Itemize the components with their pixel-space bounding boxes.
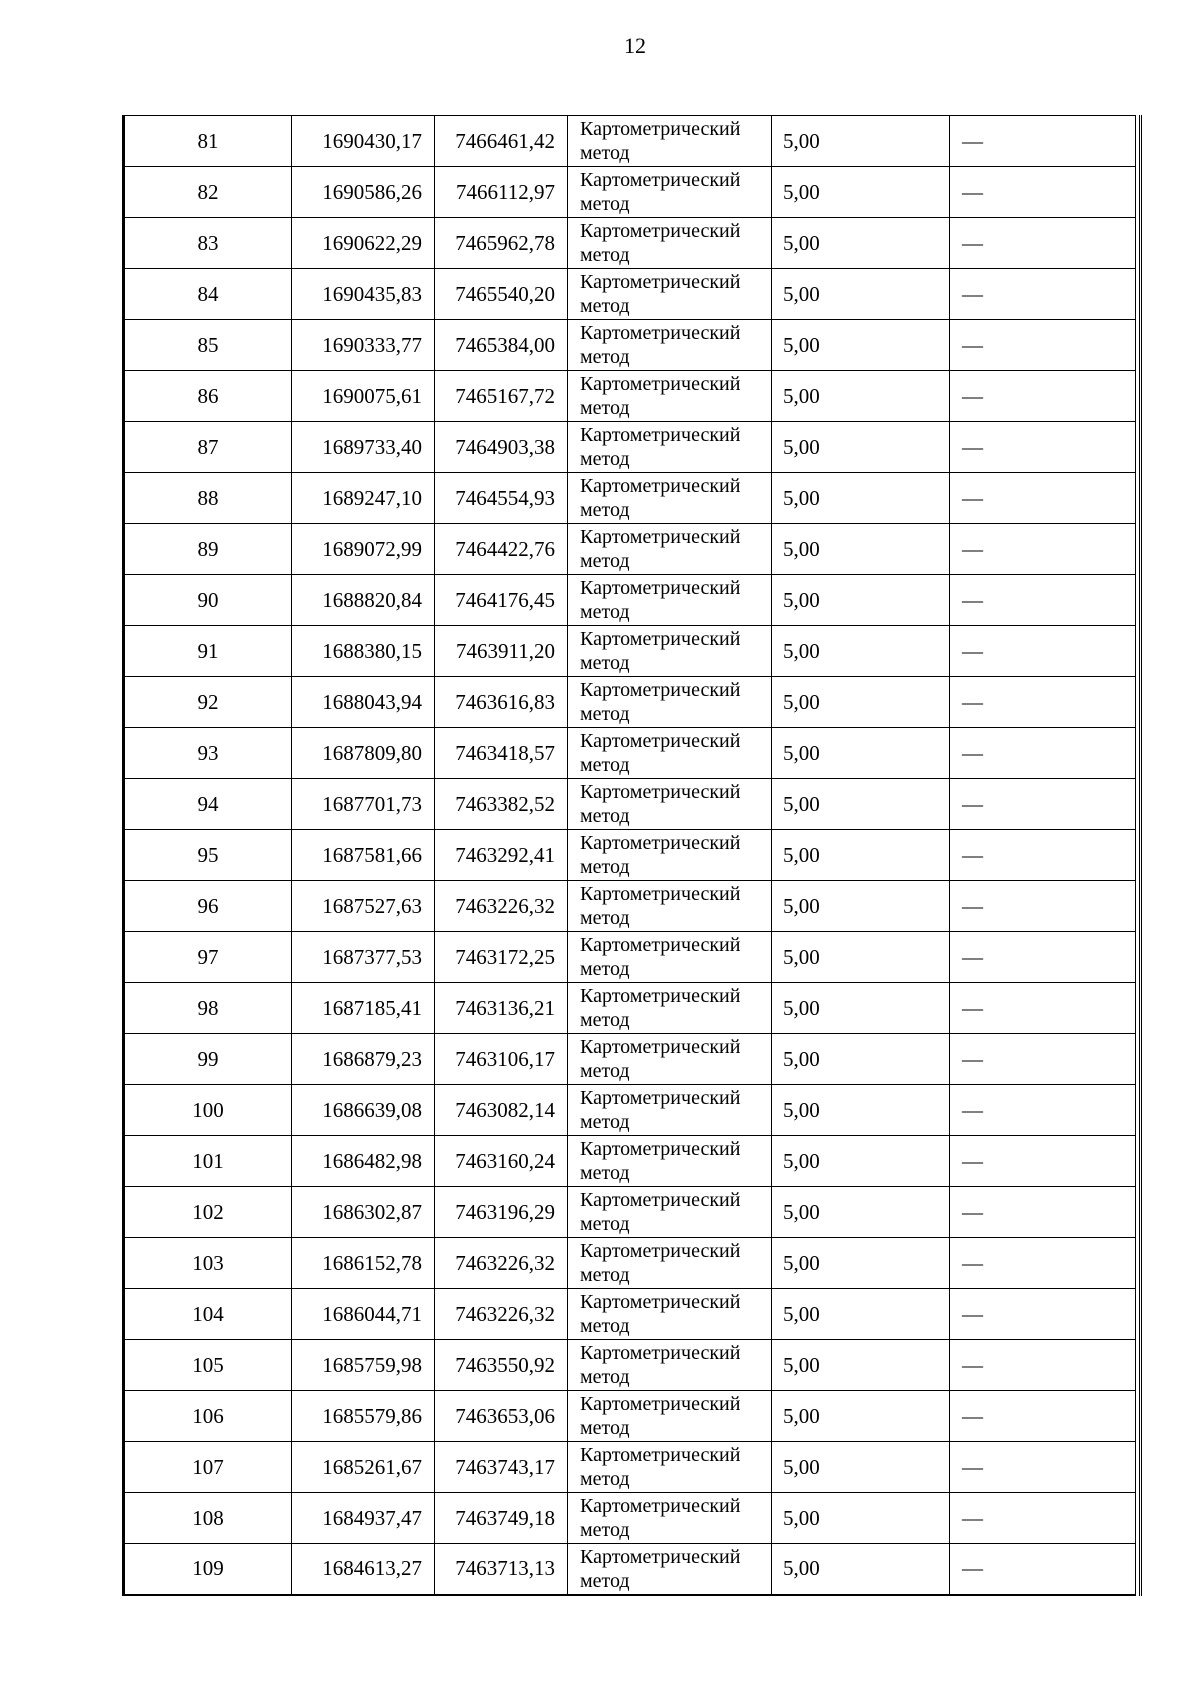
accuracy-cell: 5,00 (772, 779, 950, 830)
description-cell: — (950, 1493, 1136, 1544)
method-line-1: Картометрический (580, 1138, 741, 1160)
point-number-cell: 90 (125, 575, 292, 626)
method-line-1: Картометрический (580, 730, 741, 752)
description-cell: — (950, 1544, 1136, 1595)
description-cell: — (950, 779, 1136, 830)
method-line-1: Картометрический (580, 1189, 741, 1211)
description-cell: — (950, 320, 1136, 371)
method-line-1: Картометрический (580, 985, 741, 1007)
method-cell (568, 422, 772, 473)
x-coordinate-cell: 1690622,29 (292, 218, 435, 269)
accuracy-cell: 5,00 (772, 830, 950, 881)
point-number-cell: 88 (125, 473, 292, 524)
method-line-1: Картометрический (580, 322, 741, 344)
description-cell: — (950, 422, 1136, 473)
accuracy-cell: 5,00 (772, 320, 950, 371)
method-line-1: Картометрический (580, 1393, 741, 1415)
method-cell (568, 881, 772, 932)
accuracy-cell: 5,00 (772, 116, 950, 167)
method-cell (568, 983, 772, 1034)
method-cell (568, 830, 772, 881)
description-cell: — (950, 677, 1136, 728)
description-cell: — (950, 1340, 1136, 1391)
method-line-2: метод (580, 193, 630, 215)
accuracy-cell: 5,00 (772, 167, 950, 218)
method-line-1: Картометрический (580, 1545, 741, 1568)
x-coordinate-cell: 1687377,53 (292, 932, 435, 983)
method-line-1: Картометрический (580, 832, 741, 854)
y-coordinate-cell: 7463382,52 (435, 779, 568, 830)
x-coordinate-cell: 1687809,80 (292, 728, 435, 779)
point-number-cell: 82 (125, 167, 292, 218)
method-line-1: Картометрический (580, 1036, 741, 1058)
table-row (125, 1034, 1136, 1085)
method-cell (568, 728, 772, 779)
method-line-1: Картометрический (580, 220, 741, 242)
table-row (125, 167, 1136, 218)
point-number-cell: 107 (125, 1442, 292, 1493)
x-coordinate-cell: 1684937,47 (292, 1493, 435, 1544)
description-cell: — (950, 830, 1136, 881)
table-row (125, 320, 1136, 371)
point-number-cell: 100 (125, 1085, 292, 1136)
method-line-2: метод (580, 346, 630, 368)
y-coordinate-cell: 7463713,13 (435, 1544, 568, 1595)
description-cell: — (950, 728, 1136, 779)
x-coordinate-cell: 1686482,98 (292, 1136, 435, 1187)
y-coordinate-cell: 7464554,93 (435, 473, 568, 524)
table-row (125, 218, 1136, 269)
y-coordinate-cell: 7463106,17 (435, 1034, 568, 1085)
point-number-cell: 93 (125, 728, 292, 779)
y-coordinate-cell: 7463550,92 (435, 1340, 568, 1391)
method-cell (568, 320, 772, 371)
method-line-2: метод (580, 1468, 630, 1490)
method-line-1: Картометрический (580, 169, 741, 191)
point-number-cell: 91 (125, 626, 292, 677)
table-row (125, 371, 1136, 422)
y-coordinate-cell: 7463743,17 (435, 1442, 568, 1493)
coordinates-table (124, 115, 1136, 1596)
method-cell (568, 524, 772, 575)
point-number-cell: 96 (125, 881, 292, 932)
method-cell (568, 932, 772, 983)
method-line-2: метод (580, 1111, 630, 1133)
page-number: 12 (624, 33, 646, 58)
method-line-1: Картометрический (580, 1087, 741, 1109)
table-row (125, 116, 1136, 167)
x-coordinate-cell: 1687701,73 (292, 779, 435, 830)
x-coordinate-cell: 1685759,98 (292, 1340, 435, 1391)
accuracy-cell: 5,00 (772, 983, 950, 1034)
x-coordinate-cell: 1686152,78 (292, 1238, 435, 1289)
method-line-2: метод (580, 601, 630, 623)
method-line-2: метод (580, 1366, 630, 1388)
table-row (125, 524, 1136, 575)
table-row (125, 269, 1136, 320)
y-coordinate-cell: 7466461,42 (435, 116, 568, 167)
point-number-cell: 87 (125, 422, 292, 473)
method-line-1: Картометрический (580, 883, 741, 905)
method-line-2: метод (580, 397, 630, 419)
method-line-2: метод (580, 244, 630, 266)
description-cell: — (950, 932, 1136, 983)
table-row (125, 932, 1136, 983)
method-cell (568, 1187, 772, 1238)
method-line-1: Картометрический (580, 424, 741, 446)
description-cell: — (950, 1187, 1136, 1238)
point-number-cell: 97 (125, 932, 292, 983)
y-coordinate-cell: 7463616,83 (435, 677, 568, 728)
method-line-1: Картометрический (580, 934, 741, 956)
accuracy-cell: 5,00 (772, 1238, 950, 1289)
description-cell: — (950, 116, 1136, 167)
point-number-cell: 99 (125, 1034, 292, 1085)
table-row (125, 1136, 1136, 1187)
y-coordinate-cell: 7463749,18 (435, 1493, 568, 1544)
method-line-2: метод (580, 448, 630, 470)
method-line-1: Картометрический (580, 1495, 741, 1517)
y-coordinate-cell: 7464903,38 (435, 422, 568, 473)
y-coordinate-cell: 7463160,24 (435, 1136, 568, 1187)
method-line-2: метод (580, 142, 630, 164)
description-cell: — (950, 473, 1136, 524)
y-coordinate-cell: 7463418,57 (435, 728, 568, 779)
method-cell (568, 1289, 772, 1340)
x-coordinate-cell: 1687185,41 (292, 983, 435, 1034)
description-cell: — (950, 269, 1136, 320)
description-cell: — (950, 1034, 1136, 1085)
method-line-2: метод (580, 805, 630, 827)
x-coordinate-cell: 1688380,15 (292, 626, 435, 677)
method-cell (568, 1493, 772, 1544)
x-coordinate-cell: 1690586,26 (292, 167, 435, 218)
y-coordinate-cell: 7464422,76 (435, 524, 568, 575)
x-coordinate-cell: 1689247,10 (292, 473, 435, 524)
accuracy-cell: 5,00 (772, 1085, 950, 1136)
method-cell (568, 575, 772, 626)
method-line-2: метод (580, 1569, 630, 1592)
x-coordinate-cell: 1690333,77 (292, 320, 435, 371)
table-row (125, 830, 1136, 881)
y-coordinate-cell: 7463226,32 (435, 1238, 568, 1289)
method-line-1: Картометрический (580, 271, 741, 293)
method-cell (568, 626, 772, 677)
x-coordinate-cell: 1686302,87 (292, 1187, 435, 1238)
method-line-1: Картометрический (580, 1444, 741, 1466)
method-line-1: Картометрический (580, 118, 741, 140)
accuracy-cell: 5,00 (772, 626, 950, 677)
description-cell: — (950, 575, 1136, 626)
method-cell (568, 1136, 772, 1187)
method-line-1: Картометрический (580, 1342, 741, 1364)
method-line-1: Картометрический (580, 1291, 741, 1313)
method-cell (568, 677, 772, 728)
table-row (125, 422, 1136, 473)
method-cell (568, 269, 772, 320)
point-number-cell: 103 (125, 1238, 292, 1289)
y-coordinate-cell: 7463196,29 (435, 1187, 568, 1238)
accuracy-cell: 5,00 (772, 1391, 950, 1442)
method-cell (568, 1085, 772, 1136)
point-number-cell: 89 (125, 524, 292, 575)
description-cell: — (950, 1442, 1136, 1493)
y-coordinate-cell: 7465384,00 (435, 320, 568, 371)
method-line-1: Картометрический (580, 628, 741, 650)
y-coordinate-cell: 7464176,45 (435, 575, 568, 626)
method-line-2: метод (580, 1060, 630, 1082)
table-row (125, 1391, 1136, 1442)
coordinates-table-body (125, 116, 1136, 1595)
method-line-2: метод (580, 1009, 630, 1031)
method-line-2: метод (580, 550, 630, 572)
table-row (125, 1544, 1136, 1595)
point-number-cell: 98 (125, 983, 292, 1034)
method-line-2: метод (580, 958, 630, 980)
point-number-cell: 108 (125, 1493, 292, 1544)
method-cell (568, 1544, 772, 1595)
method-line-2: метод (580, 652, 630, 674)
y-coordinate-cell: 7465540,20 (435, 269, 568, 320)
x-coordinate-cell: 1684613,27 (292, 1544, 435, 1595)
x-coordinate-cell: 1689072,99 (292, 524, 435, 575)
description-cell: — (950, 626, 1136, 677)
table-row (125, 1187, 1136, 1238)
method-line-2: метод (580, 1417, 630, 1439)
accuracy-cell: 5,00 (772, 422, 950, 473)
method-cell (568, 218, 772, 269)
description-cell: — (950, 371, 1136, 422)
accuracy-cell: 5,00 (772, 728, 950, 779)
table-row (125, 983, 1136, 1034)
y-coordinate-cell: 7463911,20 (435, 626, 568, 677)
method-cell (568, 1340, 772, 1391)
method-cell (568, 371, 772, 422)
method-cell (568, 116, 772, 167)
point-number-cell: 102 (125, 1187, 292, 1238)
method-line-2: метод (580, 703, 630, 725)
table-row (125, 779, 1136, 830)
y-coordinate-cell: 7466112,97 (435, 167, 568, 218)
accuracy-cell: 5,00 (772, 1442, 950, 1493)
accuracy-cell: 5,00 (772, 371, 950, 422)
point-number-cell: 105 (125, 1340, 292, 1391)
y-coordinate-cell: 7463172,25 (435, 932, 568, 983)
method-line-1: Картометрический (580, 475, 741, 497)
description-cell: — (950, 1136, 1136, 1187)
method-cell (568, 1034, 772, 1085)
accuracy-cell: 5,00 (772, 932, 950, 983)
method-line-2: метод (580, 1162, 630, 1184)
method-line-2: метод (580, 907, 630, 929)
table-row (125, 1085, 1136, 1136)
accuracy-cell: 5,00 (772, 269, 950, 320)
table-row (125, 473, 1136, 524)
point-number-cell: 104 (125, 1289, 292, 1340)
point-number-cell: 109 (125, 1544, 292, 1595)
table-row (125, 1442, 1136, 1493)
method-cell (568, 167, 772, 218)
description-cell: — (950, 1085, 1136, 1136)
x-coordinate-cell: 1686044,71 (292, 1289, 435, 1340)
y-coordinate-cell: 7465167,72 (435, 371, 568, 422)
table-row (125, 1238, 1136, 1289)
method-line-1: Картометрический (580, 679, 741, 701)
accuracy-cell: 5,00 (772, 473, 950, 524)
accuracy-cell: 5,00 (772, 677, 950, 728)
method-cell (568, 1391, 772, 1442)
x-coordinate-cell: 1686879,23 (292, 1034, 435, 1085)
point-number-cell: 106 (125, 1391, 292, 1442)
accuracy-cell: 5,00 (772, 1493, 950, 1544)
description-cell: — (950, 1238, 1136, 1289)
point-number-cell: 83 (125, 218, 292, 269)
method-cell (568, 779, 772, 830)
description-cell: — (950, 1391, 1136, 1442)
method-line-1: Картометрический (580, 781, 741, 803)
point-number-cell: 84 (125, 269, 292, 320)
description-cell: — (950, 881, 1136, 932)
accuracy-cell: 5,00 (772, 1544, 950, 1595)
coordinates-table-frame (122, 115, 1142, 1596)
accuracy-cell: 5,00 (772, 1136, 950, 1187)
y-coordinate-cell: 7463292,41 (435, 830, 568, 881)
y-coordinate-cell: 7465962,78 (435, 218, 568, 269)
y-coordinate-cell: 7463136,21 (435, 983, 568, 1034)
method-line-2: метод (580, 1519, 630, 1541)
x-coordinate-cell: 1685579,86 (292, 1391, 435, 1442)
description-cell: — (950, 167, 1136, 218)
table-row (125, 728, 1136, 779)
method-line-2: метод (580, 1264, 630, 1286)
accuracy-cell: 5,00 (772, 1340, 950, 1391)
y-coordinate-cell: 7463653,06 (435, 1391, 568, 1442)
point-number-cell: 81 (125, 116, 292, 167)
point-number-cell: 101 (125, 1136, 292, 1187)
point-number-cell: 95 (125, 830, 292, 881)
x-coordinate-cell: 1690435,83 (292, 269, 435, 320)
table-row (125, 1493, 1136, 1544)
table-row (125, 575, 1136, 626)
x-coordinate-cell: 1686639,08 (292, 1085, 435, 1136)
method-line-2: метод (580, 499, 630, 521)
accuracy-cell: 5,00 (772, 218, 950, 269)
x-coordinate-cell: 1689733,40 (292, 422, 435, 473)
method-cell (568, 1238, 772, 1289)
x-coordinate-cell: 1688820,84 (292, 575, 435, 626)
table-row (125, 1340, 1136, 1391)
accuracy-cell: 5,00 (772, 1034, 950, 1085)
table-row (125, 1289, 1136, 1340)
table-row (125, 626, 1136, 677)
method-line-2: метод (580, 295, 630, 317)
method-line-1: Картометрический (580, 373, 741, 395)
y-coordinate-cell: 7463082,14 (435, 1085, 568, 1136)
x-coordinate-cell: 1690075,61 (292, 371, 435, 422)
accuracy-cell: 5,00 (772, 575, 950, 626)
point-number-cell: 92 (125, 677, 292, 728)
table-row (125, 677, 1136, 728)
y-coordinate-cell: 7463226,32 (435, 881, 568, 932)
description-cell: — (950, 524, 1136, 575)
point-number-cell: 86 (125, 371, 292, 422)
method-cell (568, 1442, 772, 1493)
x-coordinate-cell: 1688043,94 (292, 677, 435, 728)
description-cell: — (950, 983, 1136, 1034)
method-line-1: Картометрический (580, 526, 741, 548)
method-line-2: метод (580, 856, 630, 878)
y-coordinate-cell: 7463226,32 (435, 1289, 568, 1340)
accuracy-cell: 5,00 (772, 1187, 950, 1238)
x-coordinate-cell: 1685261,67 (292, 1442, 435, 1493)
method-line-2: метод (580, 1213, 630, 1235)
method-cell (568, 473, 772, 524)
x-coordinate-cell: 1687527,63 (292, 881, 435, 932)
method-line-1: Картометрический (580, 577, 741, 599)
point-number-cell: 94 (125, 779, 292, 830)
point-number-cell: 85 (125, 320, 292, 371)
description-cell: — (950, 218, 1136, 269)
x-coordinate-cell: 1690430,17 (292, 116, 435, 167)
accuracy-cell: 5,00 (772, 1289, 950, 1340)
table-row (125, 881, 1136, 932)
x-coordinate-cell: 1687581,66 (292, 830, 435, 881)
method-line-2: метод (580, 754, 630, 776)
accuracy-cell: 5,00 (772, 881, 950, 932)
description-cell: — (950, 1289, 1136, 1340)
accuracy-cell: 5,00 (772, 524, 950, 575)
method-line-2: метод (580, 1315, 630, 1337)
method-line-1: Картометрический (580, 1240, 741, 1262)
